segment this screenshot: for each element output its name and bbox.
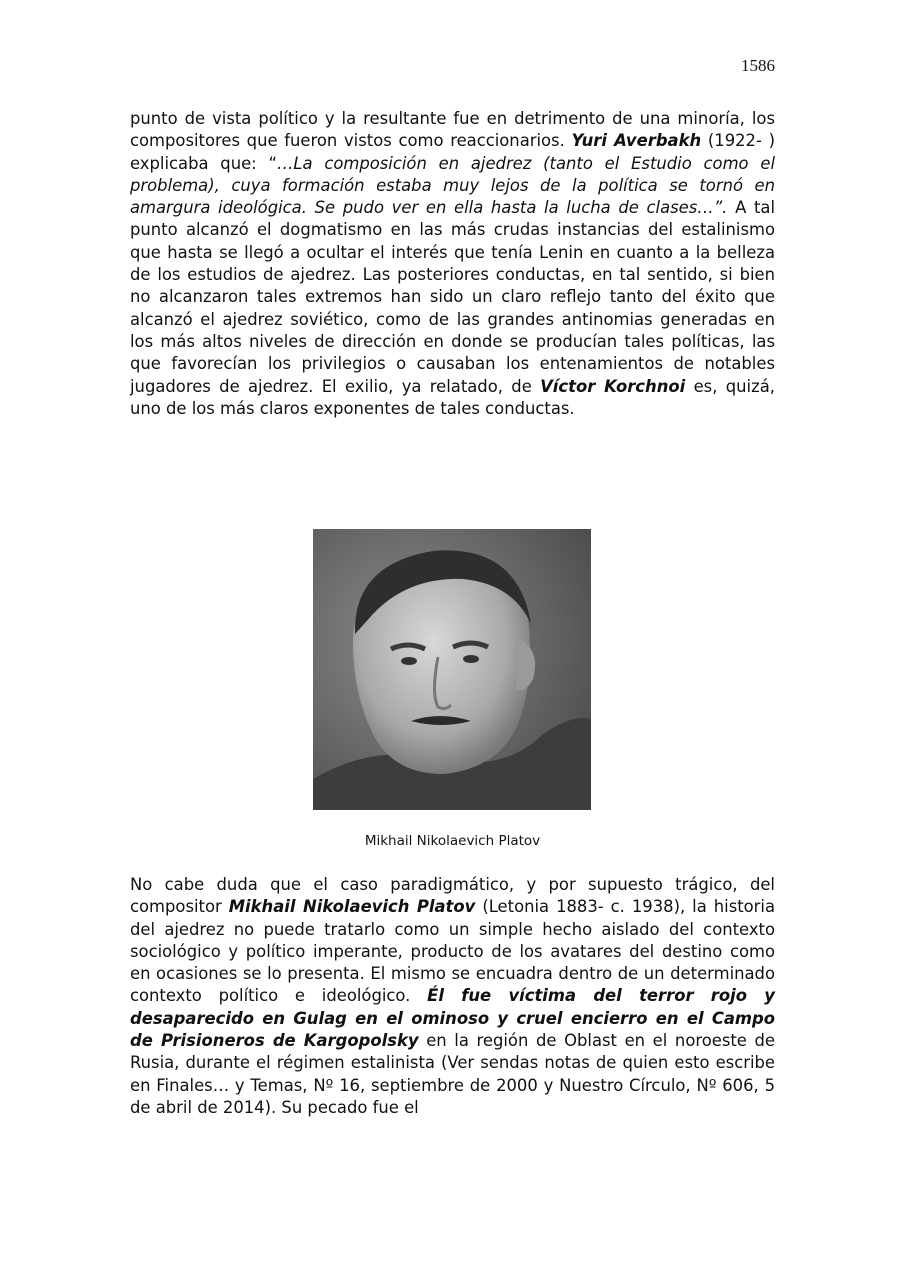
person-name-yuri-averbakh: Yuri Averbakh [571,131,702,151]
text-run: en la región de Oblast en el noroeste de Rusia, durante el régimen estalinista (Ver sendas notas de quien esto escribe en Finales… y Temas, Nº 16, septiembre de 2000 y Nuestro Círculo, Nº 606, 5 de abril de 2014). Su pecado fue el [130,1031,775,1117]
person-name-mikhail-platov: Mikhail Nikolaevich Platov [228,897,476,917]
text-run: es, quizá, uno de los más claros exponentes de tales conductas. [130,376,775,418]
photo-caption: Mikhail Nikolaevich Platov [364,833,541,849]
portrait-photo [313,529,591,810]
text-run: punto de vista político y la resultante fue en detrimento de una minoría, los compositores que fueron vistos como reaccionarios. [130,109,775,151]
emphasized-passage: Él fue víctima del terror rojo y desaparecido en Gulag en el ominoso y cruel encierro en el Campo de Prisioneros de Kargopolsky [130,986,775,1051]
text-run: A tal punto alcanzó el dogmatismo en las más crudas instancias del estalinismo que hasta se llegó a ocultar el interés que tenía Lenin en cuanto a la belleza de los estudios de ajedrez. Las posteriores conductas, en tal sentido, si bien no alcanzaron tales extremos han sido un claro reflejo tanto del éxito que alcanzó el ajedrez soviético, como de las grandes antinomias generadas en los más altos niveles de dirección en donde se producían tales políticas, las que favorecían los privilegios o causaban los entenamientos de notables jugadores de ajedrez. El exilio, ya relatado, de [130,198,775,396]
text-run: (1922- ) explicaba que: “ [130,131,775,173]
quotation: …La composición en ajedrez (tanto el Estudio como el problema), cuya formación estaba muy lejos de la política se tornó en amargura ideológica. Se pudo ver en ella hasta la lucha de clases…”. [130,153,775,218]
page-number: 1586 [741,56,775,75]
person-name-victor-korchnoi: Víctor Korchnoi [540,376,686,396]
text-run: (Letonia 1883- c. 1938), la historia del ajedrez no puede tratarlo como un simple hecho aislado del contexto sociológico y político imperante, producto de los avatares del destino como en ocasiones se lo presenta. El mismo se encuadra dentro de un determinado contexto político e ideológico. [130,897,776,1006]
text-run: No cabe duda que el caso paradigmático, y por supuesto trágico, del compositor [130,875,775,917]
body-paragraph-2 [130,874,775,1119]
portrait-image [313,529,591,810]
body-paragraph-1 [130,108,775,420]
